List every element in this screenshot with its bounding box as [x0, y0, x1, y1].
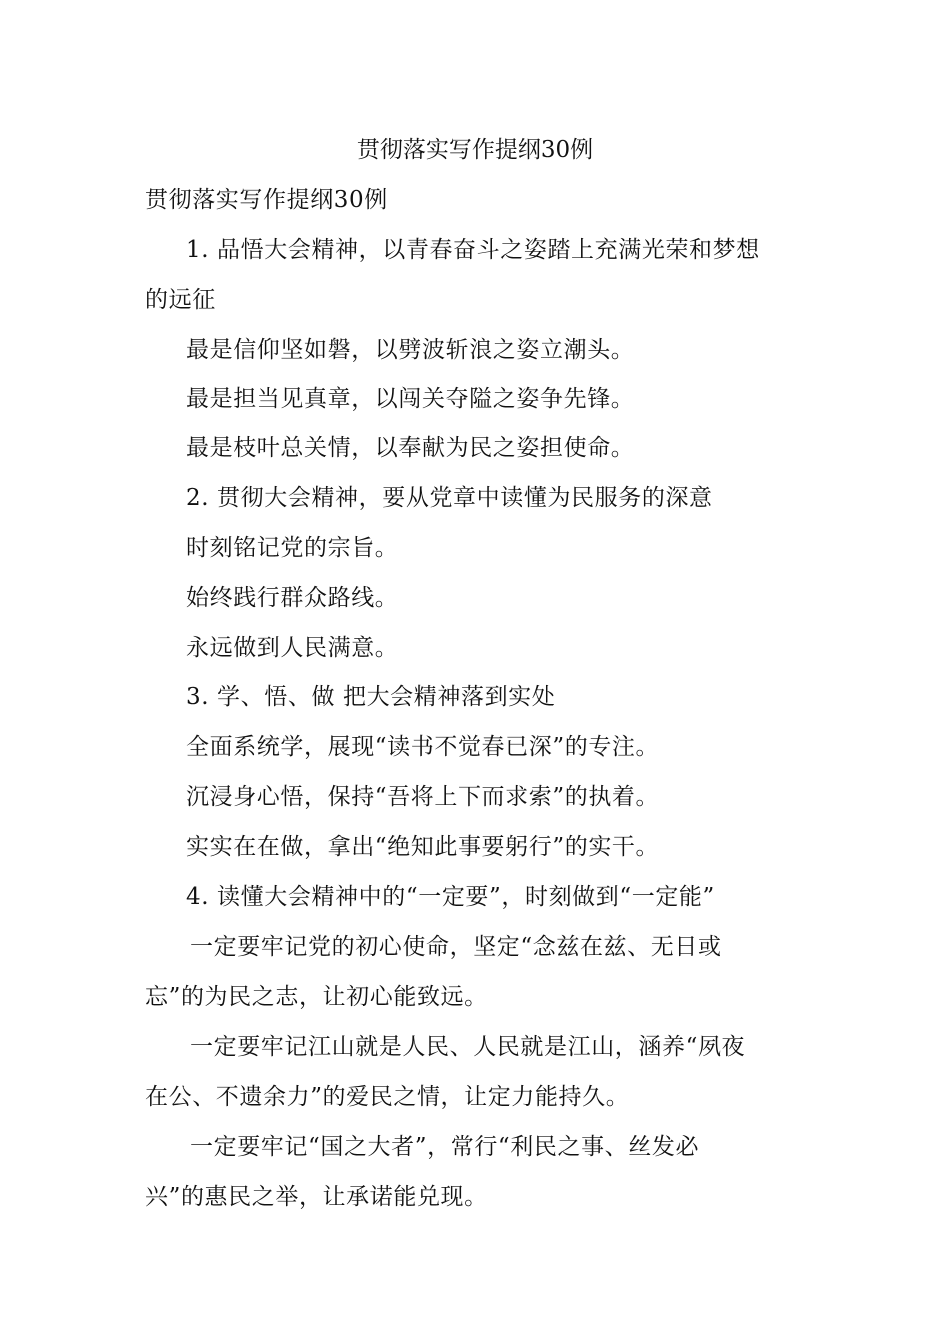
section-heading-1: 1. 品悟大会精神，以青春奋斗之姿踏上充满光荣和梦想	[186, 237, 760, 263]
paragraph-line: 沉浸身心悟，保持“吾将上下而求索”的执着。	[186, 784, 660, 810]
paragraph-line: 时刻铭记党的宗旨。	[186, 535, 399, 561]
paragraph-line-continued: 兴”的惠民之举，让承诺能兑现。	[145, 1184, 488, 1210]
section-heading-3: 3. 学、悟、做 把大会精神落到实处	[186, 684, 556, 710]
section-heading-4: 4. 读懂大会精神中的“一定要”，时刻做到“一定能”	[186, 884, 715, 910]
paragraph-line: 全面系统学，展现“读书不觉春已深”的专注。	[186, 734, 660, 760]
paragraph-line: 实实在在做，拿出“绝知此事要躬行”的实干。	[186, 834, 660, 860]
paragraph-line: 一定要牢记党的初心使命，坚定“念兹在兹、无日或	[190, 934, 722, 960]
paragraph-line-continued: 忘”的为民之志，让初心能致远。	[145, 984, 488, 1010]
paragraph-line: 一定要牢记江山就是人民、人民就是江山，涵养“夙夜	[190, 1034, 746, 1060]
paragraph-line: 最是信仰坚如磐，以劈波斩浪之姿立潮头。	[186, 337, 635, 363]
paragraph-line: 永远做到人民满意。	[186, 635, 399, 661]
paragraph-line-continued: 在公、不遗余力”的爱民之情，让定力能持久。	[145, 1084, 630, 1110]
paragraph-line: 最是担当见真章，以闯关夺隘之姿争先锋。	[186, 386, 635, 412]
section-heading-1-continued: 的远征	[145, 287, 216, 313]
paragraph-line: 始终践行群众路线。	[186, 585, 399, 611]
paragraph-line: 最是枝叶总关情，以奉献为民之姿担使命。	[186, 435, 635, 461]
document-subtitle: 贯彻落实写作提纲30例	[145, 187, 388, 213]
paragraph-line: 一定要牢记“国之大者”，常行“利民之事、丝发必	[190, 1134, 700, 1160]
document-title: 贯彻落实写作提纲30例	[356, 137, 594, 163]
section-heading-2: 2. 贯彻大会精神，要从党章中读懂为民服务的深意	[186, 485, 713, 511]
